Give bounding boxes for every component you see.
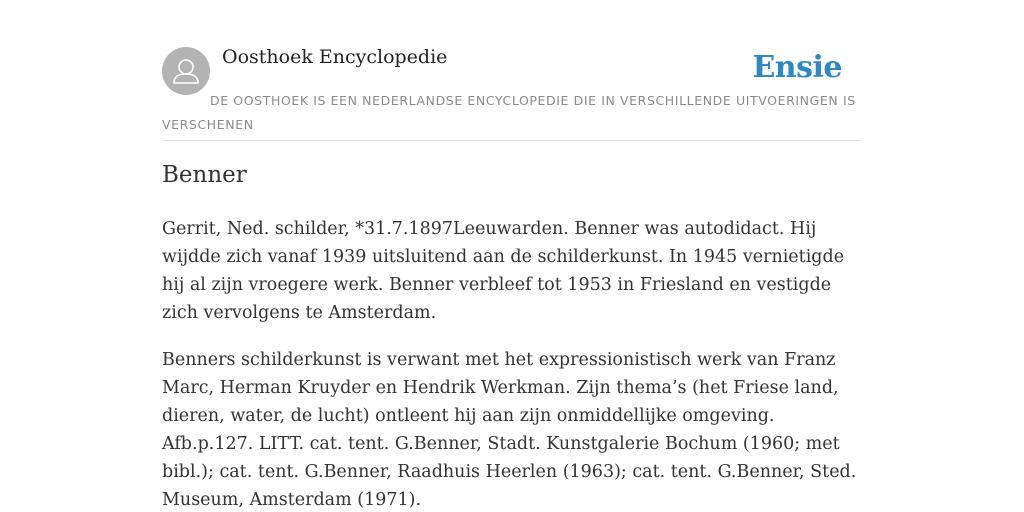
site-title[interactable]: Oosthoek Encyclopedie: [222, 46, 448, 68]
site-tagline: DE OOSTHOEK IS EEN NEDERLANDSE ENCYCLOPEDIE DIE IN VERSCHILLENDE UITVOERINGEN IS VERSCHENEN: [162, 93, 856, 132]
site-header: [162, 0, 862, 141]
article-body: [162, 215, 862, 512]
article-paragraph: Gerrit, Ned. schilder, *31.7.1897Leeuwarden. Benner was autodidact. Hij wijdde zich vanaf 1939 uitsluitend aan de schilderkunst. In 1945 vernietigde hij al zijn vroegere werk. Benner verbleef tot 1953 in Friesland en vestigde zich vervolgens te Amsterdam.: [162, 219, 845, 323]
content-column: [162, 0, 862, 510]
ensie-brand-logo[interactable]: Ensie: [752, 50, 842, 85]
article-paragraph: Benners schilderkunst is verwant met het expressionistisch werk van Franz Marc, Herman Kruyder en Hendrik Werkman. Zijn thema’s (het Friese land, dieren, water, de lucht) ontleent hij aan zijn onmiddellijke omgeving. Afb.p.127. LITT. cat. tent. G.Benner, Stadt. Kunstgalerie Bochum (1960; met bibl.); cat. tent. G.Benner, Raadhuis Heerlen (1963); cat. tent. G.Benner, Sted. Museum, Amsterdam (1971).: [162, 350, 857, 510]
user-avatar-icon[interactable]: [162, 47, 210, 95]
article-title: Benner: [162, 162, 247, 188]
